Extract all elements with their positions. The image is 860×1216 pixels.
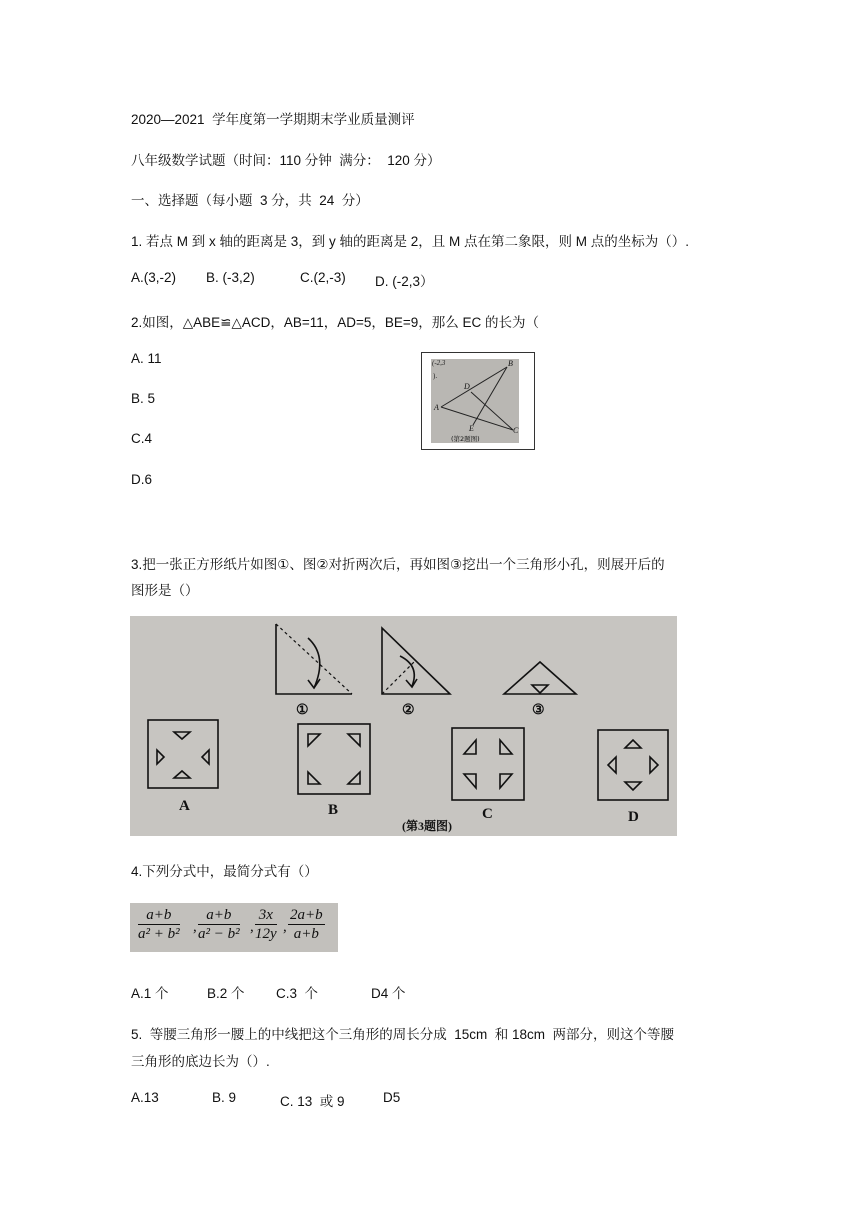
fraction-separator: , [193, 919, 197, 935]
question-3-stem-line-2: 图形是（） [131, 583, 199, 598]
fraction-1-denominator: a² + b² [138, 926, 180, 942]
question-2-figure-photo [431, 359, 519, 443]
option-a-figure-label: A [179, 798, 190, 814]
q1-option-c: C.(2,-3) [300, 270, 346, 285]
question-2-stem: 2.如图，△ABE≌△ACD，AB=11，AD=5，BE=9，那么 EC 的长为（ [131, 315, 540, 330]
q2-option-d: D.6 [131, 472, 153, 487]
q4-option-d: D4 个 [371, 986, 406, 1001]
q5-option-b: B. 9 [212, 1090, 237, 1105]
question-5-stem-line-2: 三角形的底边长为（）. [131, 1054, 270, 1069]
point-label-b: B [508, 359, 513, 368]
fraction-1-numerator: a+b [138, 907, 180, 925]
fraction-separator: , [283, 919, 287, 935]
figure-2-corner-text: (-2,3 [432, 359, 446, 367]
point-label-d: D [464, 382, 470, 391]
step-1-label: ① [296, 703, 309, 718]
option-b-figure-label: B [328, 802, 339, 818]
q5-option-d: D5 [383, 1090, 401, 1105]
exam-subtitle: 八年级数学试题（时间：110 分钟 满分： 120 分） [131, 153, 441, 168]
question-3-stem-line-1: 3.把一张正方形纸片如图①、图②对折两次后，再如图③挖出一个三角形小孔，则展开后的 [131, 557, 665, 572]
point-label-c: C [513, 426, 519, 435]
fraction-3 [255, 907, 277, 944]
q4-option-c: C.3 个 [276, 986, 319, 1001]
question-5-stem-line-1: 5. 等腰三角形一腰上的中线把这个三角形的周长分成 15cm 和 18cm 两部分，则这个等腰 [131, 1027, 675, 1042]
q4-option-a: A.1 个 [131, 986, 169, 1001]
q2-option-c: C.4 [131, 431, 153, 446]
fraction-4-denominator: a+b [293, 926, 319, 942]
option-d-figure-label: D [628, 809, 639, 825]
step-3-label: ③ [532, 703, 545, 718]
q2-option-b: B. 5 [131, 391, 156, 406]
fraction-4-numerator: 2a+b [290, 907, 323, 923]
question-4-stem: 4.下列分式中，最简分式有（） [131, 864, 318, 879]
figure-2-corner-text-2: ). [433, 372, 438, 380]
q5-option-a: A.13 [131, 1090, 159, 1105]
fraction-2 [198, 907, 240, 944]
q4-option-b: B.2 个 [207, 986, 245, 1001]
paper-folding-diagram [130, 616, 677, 836]
q1-option-d: D. (-2,3） [375, 274, 434, 289]
q1-option-a: A.(3,-2) [131, 270, 177, 285]
section-heading: 一、选择题（每小题 3 分，共 24 分） [131, 193, 369, 208]
fraction-1 [138, 907, 180, 944]
exam-title: 2020—2021 学年度第一学期期末学业质量测评 [131, 112, 415, 127]
question-3-figure-photo [130, 616, 677, 836]
fraction-4 [288, 907, 325, 944]
question-2-figure-frame [421, 352, 535, 450]
question-1-stem: 1. 若点 M 到 x 轴的距离是 3，到 y 轴的距离是 2，且 M 点在第二象限，则 M 点的坐标为（）. [131, 234, 690, 249]
q1-option-b: B. (-3,2) [206, 270, 255, 285]
q5-option-c: C. 13 或 9 [280, 1094, 345, 1109]
option-c-figure-label: C [482, 806, 493, 822]
triangle-diagram [431, 359, 519, 443]
figure-3-caption: (第3题图) [402, 819, 452, 833]
fraction-2-numerator: a+b [198, 907, 240, 925]
step-2-label: ② [402, 703, 415, 718]
fraction-3-numerator: 3x [255, 907, 277, 925]
point-label-a: A [434, 403, 439, 412]
question-4-fractions-photo [130, 903, 338, 952]
q2-option-a: A. 11 [131, 351, 162, 366]
figure-2-caption: (第2题图) [451, 435, 480, 443]
fraction-2-denominator: a² − b² [198, 926, 240, 942]
point-label-e: E [469, 424, 474, 433]
fraction-3-denominator: 12y [255, 926, 277, 942]
fraction-separator: , [250, 919, 254, 935]
